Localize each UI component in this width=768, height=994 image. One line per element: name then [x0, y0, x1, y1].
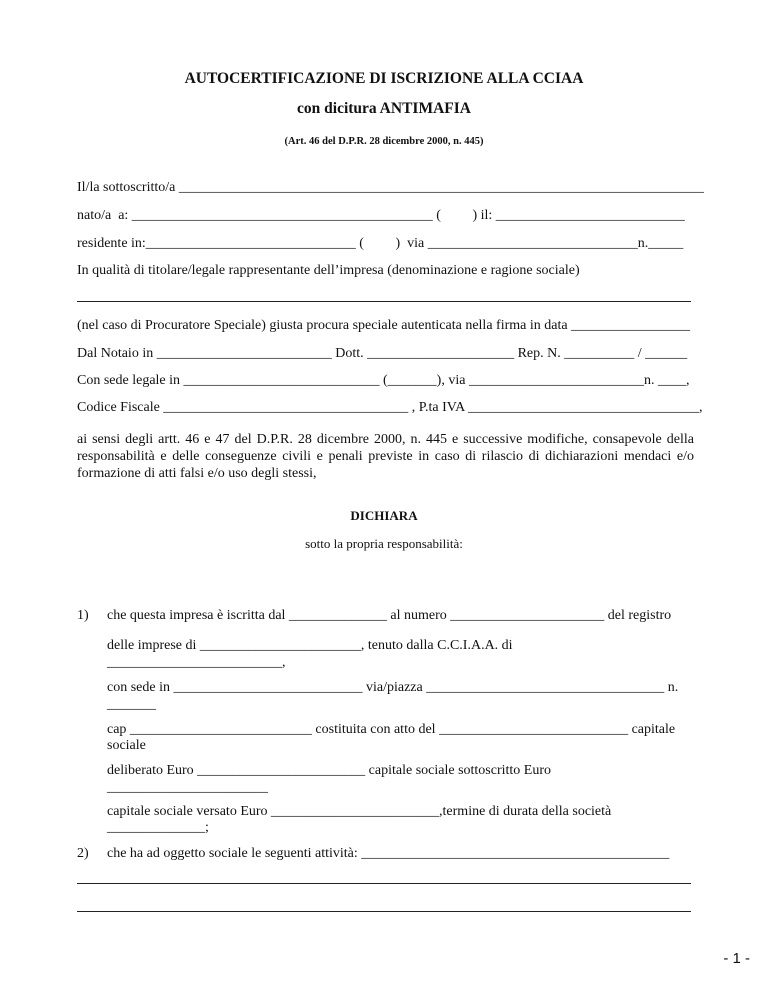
item2-activities-line-1[interactable]	[77, 883, 691, 884]
item2-activities-line-2[interactable]	[77, 911, 691, 912]
item1-postal-code-cont: sociale	[107, 738, 146, 753]
item1-capital-paid-cont[interactable]: ______________;	[107, 820, 209, 835]
item1-capital-resolved-cont[interactable]: _______________________	[107, 780, 268, 795]
field-registered-office[interactable]: Con sede legale in ____________________________ (_______), via _________________________n. ____,	[77, 373, 690, 388]
item1-registry-chamber[interactable]: delle imprese di _______________________, tenuto dalla C.C.I.A.A. di	[107, 638, 513, 653]
item2-activities[interactable]: che ha ad oggetto sociale le seguenti attività: ____________________________________________	[107, 846, 670, 861]
item1-office-address[interactable]: con sede in ___________________________ via/piazza __________________________________ n.	[107, 680, 679, 695]
document-title: AUTOCERTIFICAZIONE DI ISCRIZIONE ALLA CCIAA	[184, 70, 584, 87]
field-company-name-line[interactable]	[77, 301, 691, 302]
item1-capital-resolved[interactable]: deliberato Euro ________________________ capitale sociale sottoscritto Euro	[107, 763, 552, 778]
field-residence[interactable]: residente in:______________________________ ( ) via ______________________________n._____	[77, 236, 684, 251]
document-subtitle: con dicitura ANTIMAFIA	[297, 100, 471, 117]
item1-office-address-cont[interactable]: _______	[107, 697, 156, 712]
legal-reference: (Art. 46 del D.P.R. 28 dicembre 2000, n. 445)	[284, 136, 484, 147]
item1-registration[interactable]: che questa impresa è iscritta dal ______________ al numero ______________________ del registro	[107, 608, 672, 623]
dichiara-subheading: sotto la propria responsabilità:	[305, 536, 463, 551]
dichiara-heading: DICHIARA	[350, 508, 418, 523]
field-tax-code[interactable]: Codice Fiscale ___________________________________ , P.ta IVA _________________________________,	[77, 400, 703, 415]
field-notary[interactable]: Dal Notaio in _________________________ Dott. _____________________ Rep. N. __________ / ______	[77, 346, 688, 361]
item1-capital-paid[interactable]: capitale sociale versato Euro ________________________,termine di durata della società	[107, 804, 612, 819]
field-power-of-attorney[interactable]: (nel caso di Procuratore Speciale) giusta procura speciale autenticata nella firma in data _________________	[77, 318, 691, 333]
field-birth[interactable]: nato/a a: ___________________________________________ ( ) il: ___________________________	[77, 208, 685, 223]
field-undersigned[interactable]: Il/la sottoscritto/a ___________________________________________________________________________	[77, 180, 704, 195]
field-role-label: In qualità di titolare/legale rappresentante dell’impresa (denominazione e ragione sociale)	[77, 263, 580, 278]
item-number-2: 2)	[77, 846, 89, 861]
item1-registry-chamber-cont[interactable]: _________________________,	[107, 655, 286, 670]
declaration-intro: ai sensi degli artt. 46 e 47 del D.P.R. 28 dicembre 2000, n. 445 e successive modifiche, consapevole della responsabilità e delle conseguenze civili e penali previste in caso di rilascio di dichiarazioni mendaci e/o formazione di atti falsi e/o uso degli stessi,	[77, 432, 694, 481]
page-number: - 1 -	[723, 950, 750, 967]
item1-postal-code[interactable]: cap __________________________ costituita con atto del ___________________________ capitale	[107, 722, 676, 737]
item-number-1: 1)	[77, 608, 89, 623]
